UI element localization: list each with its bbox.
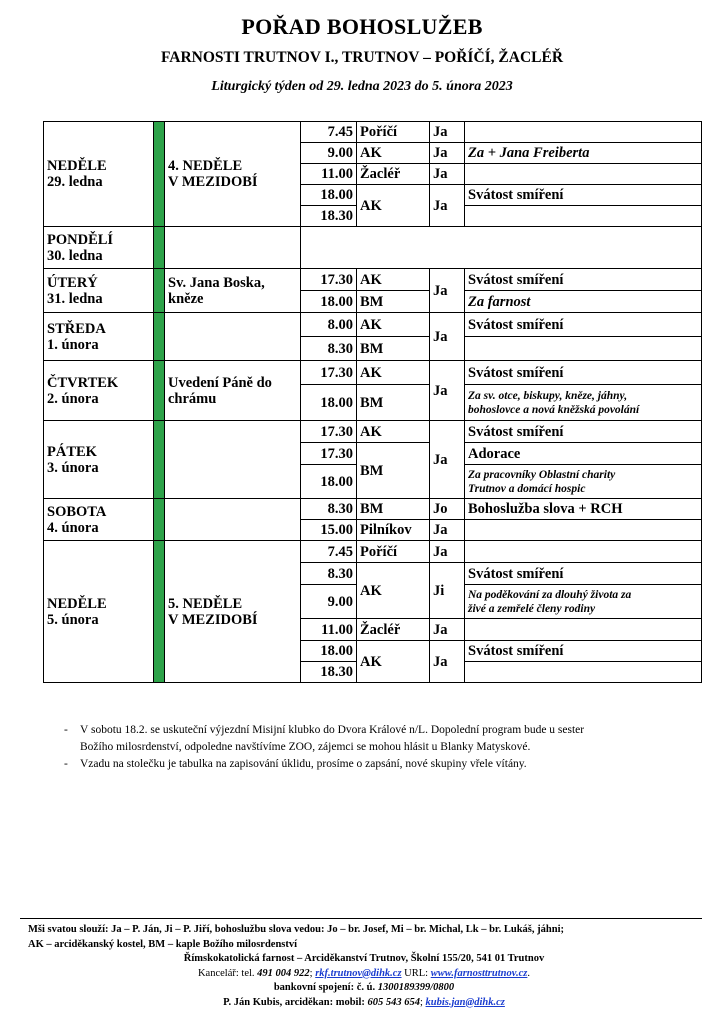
table-row xyxy=(44,499,702,520)
intention-cell: Svátost smíření xyxy=(465,641,702,662)
priest-cell: Ja xyxy=(430,541,465,563)
priest-cell: Ja xyxy=(430,143,465,164)
place-cell: AK xyxy=(357,269,430,291)
liturgical-color-bar xyxy=(154,227,165,269)
time-cell: 17.30 xyxy=(301,269,357,291)
priest-cell: Ja xyxy=(430,361,465,421)
intention-cell: Za farnost xyxy=(465,291,702,313)
office-contact: Kancelář: tel. 491 004 922; rkf.trutnov@dihk.cz URL: www.farnosttrutnov.cz. xyxy=(197,967,531,979)
intention-cell xyxy=(465,662,702,683)
priest-cell: Ja xyxy=(430,520,465,541)
priest-cell: Ja xyxy=(430,122,465,143)
place-cell: AK xyxy=(357,641,430,683)
list-item: - Vzadu na stolečku je tabulka na zapisování úklidu, prosíme o zapsání, nové skupiny vřele vítány. xyxy=(64,758,527,770)
place-cell: Žacléř xyxy=(357,164,430,185)
day-cell: PONDĚLÍ 30. ledna xyxy=(44,227,154,269)
week-range: Liturgický týden od 29. ledna 2023 do 5. února 2023 xyxy=(211,79,513,94)
priest-cell: Jo xyxy=(430,499,465,520)
intention-cell: Svátost smíření xyxy=(465,361,702,385)
intention-cell: Svátost smíření xyxy=(465,269,702,291)
liturgical-color-bar xyxy=(154,269,165,313)
liturgical-color-bar xyxy=(154,499,165,541)
intention-cell xyxy=(465,122,702,143)
priest-email-link[interactable]: kubis.jan@dihk.cz xyxy=(425,996,505,1008)
empty-cell xyxy=(301,227,702,269)
priest-cell: Ja xyxy=(430,421,465,499)
place-cell: AK xyxy=(357,421,430,443)
intention-cell: Svátost smíření xyxy=(465,313,702,337)
time-cell: 9.00 xyxy=(301,143,357,164)
footer xyxy=(28,923,700,1010)
page-subtitle: FARNOSTI TRUTNOV I., TRUTNOV – POŘÍČÍ, ŽACLÉŘ xyxy=(160,49,564,66)
place-cell: AK xyxy=(357,143,430,164)
list-item: - V sobotu 18.2. se uskuteční výjezdní Misijní klubko do Dvora Králové n/L. Dopolední program bude u sester Božího milosrdenství, odpoledne navštívíme ZOO, zájemci se mohou hlásit u Blanky Matyskové. xyxy=(64,724,585,753)
place-cell: BM xyxy=(357,291,430,313)
time-cell: 17.30 xyxy=(301,443,357,465)
intention-cell xyxy=(465,619,702,641)
table-row xyxy=(44,313,702,337)
schedule-table xyxy=(43,121,702,683)
priest-cell: Ji xyxy=(430,563,465,619)
liturgical-color-bar xyxy=(154,421,165,499)
day-cell: NEDĚLE 5. února xyxy=(44,541,154,683)
place-cell: Poříčí xyxy=(357,541,430,563)
feast-cell xyxy=(165,499,301,541)
day-cell: ÚTERÝ 31. ledna xyxy=(44,269,154,313)
table-row xyxy=(44,541,702,563)
page-title: POŘAD BOHOSLUŽEB xyxy=(241,14,483,39)
intention-cell xyxy=(465,541,702,563)
intention-cell: Bohoslužba slova + RCH xyxy=(465,499,702,520)
priest-cell: Ja xyxy=(430,641,465,683)
place-cell: AK xyxy=(357,185,430,227)
bank-account: bankovní spojení: č. ú. 1300189399/0800 xyxy=(273,982,455,993)
footer-legend-1: Mši svatou slouží: Ja – P. Ján, Ji – P. Jiří, bohoslužbu slova vedou: Jo – br. Josef, Mi – br. Michal, Lk – br. Lukáš, jáhni; xyxy=(28,924,564,935)
table-row xyxy=(44,421,702,443)
time-cell: 15.00 xyxy=(301,520,357,541)
day-cell: NEDĚLE 29. ledna xyxy=(44,122,154,227)
priest-cell: Ja xyxy=(430,269,465,313)
feast-cell xyxy=(165,421,301,499)
footer-divider xyxy=(20,918,702,919)
place-cell: AK xyxy=(357,361,430,385)
priest-contact: P. Ján Kubis, arciděkan: mobil: 605 543 654; kubis.jan@dihk.cz xyxy=(223,996,505,1008)
intention-cell: Na poděkování za dlouhý života za živé a zemřelé členy rodiny xyxy=(465,585,702,619)
priest-cell: Ja xyxy=(430,313,465,361)
time-cell: 18.00 xyxy=(301,385,357,421)
time-cell: 18.30 xyxy=(301,206,357,227)
liturgical-color-bar xyxy=(154,361,165,421)
time-cell: 8.00 xyxy=(301,313,357,337)
intention-cell: Za sv. otce, biskupy, kněze, jáhny, bohoslovce a nová kněžská povolání xyxy=(465,385,702,421)
liturgical-color-bar xyxy=(154,541,165,683)
intention-cell: Za pracovníky Oblastní charity Trutnov a domácí hospic xyxy=(465,465,702,499)
parish-address: Římskokatolická farnost – Arciděkanství Trutnov, Školní 155/20, 541 01 Trutnov xyxy=(183,953,545,964)
feast-cell: Uvedení Páně do chrámu xyxy=(165,361,301,421)
time-cell: 17.30 xyxy=(301,361,357,385)
intention-cell: Adorace xyxy=(465,443,702,465)
priest-cell: Ja xyxy=(430,619,465,641)
feast-cell: 4. NEDĚLE V MEZIDOBÍ xyxy=(165,122,301,227)
day-cell: PÁTEK 3. února xyxy=(44,421,154,499)
intention-cell xyxy=(465,337,702,361)
time-cell: 7.45 xyxy=(301,122,357,143)
intention-cell: Svátost smíření xyxy=(465,421,702,443)
feast-cell xyxy=(165,227,301,269)
office-email-link[interactable]: rkf.trutnov@dihk.cz xyxy=(315,967,402,979)
time-cell: 11.00 xyxy=(301,619,357,641)
intention-cell xyxy=(465,520,702,541)
footer-legend-2: AK – arciděkanský kostel, BM – kaple Božího milosrdenství xyxy=(28,938,298,950)
day-cell: ČTVRTEK 2. února xyxy=(44,361,154,421)
place-cell: BM xyxy=(357,499,430,520)
place-cell: Pilníkov xyxy=(357,520,430,541)
intention-cell xyxy=(465,206,702,227)
table-row xyxy=(44,122,702,143)
website-link[interactable]: www.farnosttrutnov.cz xyxy=(430,967,528,979)
day-cell: STŘEDA 1. února xyxy=(44,313,154,361)
table-row xyxy=(44,361,702,385)
time-cell: 18.00 xyxy=(301,291,357,313)
time-cell: 11.00 xyxy=(301,164,357,185)
place-cell: AK xyxy=(357,563,430,619)
time-cell: 8.30 xyxy=(301,499,357,520)
time-cell: 17.30 xyxy=(301,421,357,443)
intention-cell xyxy=(465,164,702,185)
place-cell: Poříčí xyxy=(357,122,430,143)
place-cell: BM xyxy=(357,337,430,361)
feast-cell xyxy=(165,313,301,361)
time-cell: 18.00 xyxy=(301,641,357,662)
announcements xyxy=(64,722,704,773)
time-cell: 18.00 xyxy=(301,185,357,206)
place-cell: BM xyxy=(357,443,430,499)
feast-cell: 5. NEDĚLE V MEZIDOBÍ xyxy=(165,541,301,683)
liturgical-color-bar xyxy=(154,122,165,227)
liturgical-color-bar xyxy=(154,313,165,361)
place-cell: Žacléř xyxy=(357,619,430,641)
time-cell: 18.30 xyxy=(301,662,357,683)
time-cell: 7.45 xyxy=(301,541,357,563)
intention-cell: Za + Jana Freiberta xyxy=(465,143,702,164)
place-cell: BM xyxy=(357,385,430,421)
feast-cell: Sv. Jana Boska, kněze xyxy=(165,269,301,313)
time-cell: 8.30 xyxy=(301,563,357,585)
day-cell: SOBOTA 4. února xyxy=(44,499,154,541)
table-row xyxy=(44,269,702,291)
table-row xyxy=(44,227,702,269)
priest-cell: Ja xyxy=(430,185,465,227)
place-cell: AK xyxy=(357,313,430,337)
time-cell: 18.00 xyxy=(301,465,357,499)
intention-cell: Svátost smíření xyxy=(465,563,702,585)
time-cell: 8.30 xyxy=(301,337,357,361)
priest-cell: Ja xyxy=(430,164,465,185)
intention-cell: Svátost smíření xyxy=(465,185,702,206)
time-cell: 9.00 xyxy=(301,585,357,619)
